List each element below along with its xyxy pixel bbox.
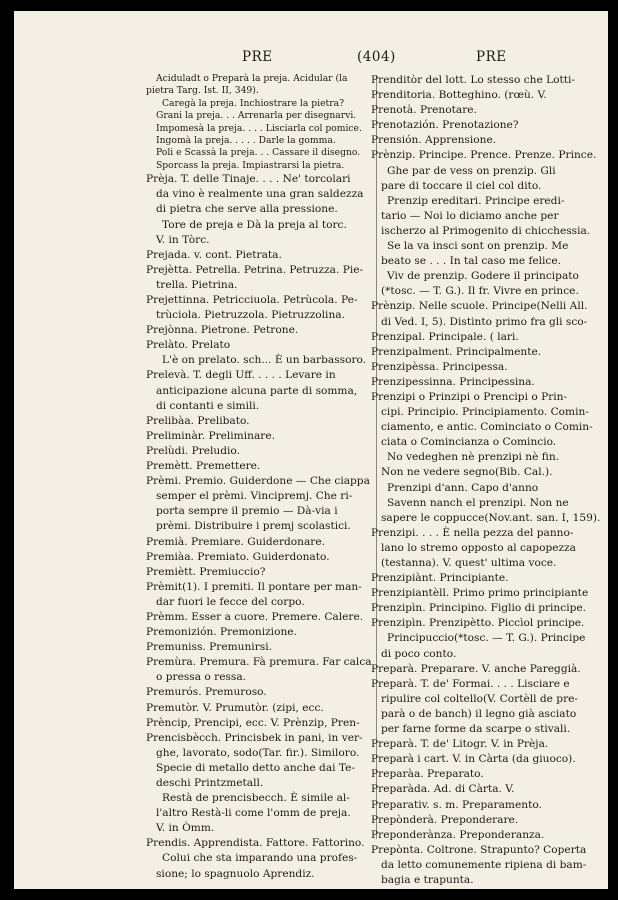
entry-line: Prèmit(1). I premiti. Il pontare per man- [146,580,362,593]
entry-line: di contanti e simili. [156,399,260,412]
entry-line: ciata o Comincianza o Comincio. [381,436,557,449]
entry-line: o pressa o ressa. [156,671,247,684]
entry-line: Non ne vedere segno(Bib. Cal.). [381,466,553,479]
entry-line: Specie di metallo detto anche dai Te- [156,761,355,774]
entry-line: Prejònna. Pietrone. Petrone. [146,324,299,337]
entry-line: da vino è realmente una gran saldezza [156,188,364,201]
entry-line: Prenditòr del lott. Lo stesso che Lotti- [371,74,575,86]
entry-line: di Ved. I, 5). Distinto primo fra gli sco- [381,315,588,328]
entry-line: Preponderànza. Preponderanza. [371,828,545,841]
entry-line: Preliminàr. Preliminare. [146,429,275,442]
entry-line: Prèncip, Prencipi, ecc. V. Prènzip, Pren- [146,716,360,729]
entry-line: Poli e Scassà la preja. . . Cassare il disegno. [156,147,361,159]
entry-line: Prèmm. Esser a cuore. Premere. Calere. [146,610,364,623]
entry-line: Prenzip ereditari. Principe eredi- [387,194,565,207]
page-number: (404) [357,49,396,65]
entry-line: dar fuori le fecce del corpo. [156,595,305,608]
entry-line: Prendis. Apprendista. Fattore. Fattorino. [146,837,365,850]
entry-line: Prelibàa. Prelibato. [146,414,250,427]
entry-line: bagia e trapunta. [381,873,474,886]
header-left-word: PRE [242,49,273,65]
entry-line: Preparativ. s. m. Preparamento. [371,798,542,811]
entry-line: Prencisbècch. Princisbek in pani, in ver- [146,731,363,744]
entry-line: Prènzip. Principe. Prence. Prenze. Prince. [371,149,597,162]
entry-line: V. in Tòrc. [156,233,210,246]
running-header [14,49,608,69]
entry-line: Prensión. Apprensione. [371,134,497,147]
entry-line: Premùra. Premura. Fà premura. Far calca [146,656,372,669]
entry-line: Aciduladt o Preparà la preja. Acidular (la [156,73,348,84]
entry-line: trella. Pietrina. [156,278,238,291]
entry-line: pietra Targ. Ist. II, 349). [146,85,259,97]
dictionary-page [14,11,608,889]
entry-line: L'è on prelato. sch... È un barbassoro. [162,354,367,367]
entry-line: Impomesà la preja. . . . Lisciarla col pomice. [156,122,362,134]
entry-line: Preparà. T. de' Formai. . . . Lisciare e [371,677,570,690]
right-column [371,73,608,888]
entry-line: Savenn nanch el prenzipi. Non ne [387,496,569,509]
entry-line: Prenotà. Prenotare. [371,104,477,117]
entry-line: ciamento, e antic. Cominciato o Comin- [381,421,593,434]
entry-line: Principuccio(*tosc. — T. G.). Principe [387,632,586,645]
entry-line: Prenzipi o Prinzipi o Prencipi o Prin- [371,390,568,403]
entry-line: Premurós. Premuroso. [146,686,267,699]
entry-line: Premuniss. Premunirsi. [146,641,272,654]
entry-line: Prenzipiantèll. Primo primo principiante [371,587,589,600]
entry-line: Premètt. Premettere. [146,460,261,473]
entry-line: lano lo stremo opposto al capopezza [381,541,576,554]
entry-line: Prenzipi. . . . È nella pezza del panno- [371,526,574,539]
entry-line: da letto comunemente ripiena di bam- [381,858,587,871]
entry-line: V. in Òmm. [156,822,215,835]
entry-line: parà o de banch) il legno già asciato [381,707,577,720]
entry-line: Caregà la preja. Inchiostrare la pietra? [162,97,345,109]
entry-line: ghe, lavorato, sodo(Tar. fir.). Similoro. [156,746,360,759]
entry-line: ischerzo al Primogenito di chicchessia. [381,224,591,237]
entry-line: cipi. Principio. Principiamento. Comin- [381,406,589,419]
entry-line: Premiàa. Premiato. Guiderdonato. [146,550,330,563]
entry-line: Prenzipèssa. Principessa. [371,360,508,373]
entry-line: Prelevà. T. degli Uff. . . . . Levare in [146,369,336,382]
entry-line: Premiètt. Premiuccio? [146,565,266,578]
entry-line: di poco conto. [381,647,457,660]
entry-line: Prejètta. Petrella. Petrina. Petruzza. Pie- [146,263,364,276]
entry-line: Tore de preja e Dà la preja al torc. [162,218,347,231]
entry-line: Premià. Premiare. Guiderdonare. [146,535,326,548]
entry-line: Prelàto. Prelato [146,339,231,352]
entry-line: Prenzipìn. Principino. Figlio di principe. [371,602,586,615]
entry-line: Se la va insci sont on prenzip. Me [387,240,569,253]
entry-line: Prènzip. Nelle scuole. Principe(Nelli All. [371,300,588,313]
entry-line: porta sempre il premio — Dà-via i [156,505,338,518]
entry-line: Prenzipiànt. Principiante. [371,572,509,585]
entry-line: anticipazione alcuna parte di somma, [156,384,358,397]
entry-line: (*tosc. — T. G.). Il fr. Vivre en prince. [381,285,579,298]
entry-line: l'altro Restà-li come l'omm de preja. [156,807,351,820]
entry-line: Prenzipalment. Principalmente. [371,345,542,358]
entry-line: Prenzipal. Principale. ( lari. [371,330,519,343]
entry-line: Prèja. T. delle Tinaje. . . . Ne' torcolari [146,173,351,186]
entry-line: Prenzipìn. Prenzipètto. Piccìol principe. [371,617,585,630]
entry-line: Ghe par de vess on prenzip. Gli [387,164,556,177]
entry-line: Premonizión. Premonizione. [146,626,297,639]
entry-line: Prepònderà. Preponderare. [371,813,519,826]
entry-line: sapere le coppucce(Nov.ant. san. I, 159). [381,511,601,524]
entry-line: Prejettinna. Petricciuola. Petrùcola. Pe- [146,294,358,306]
entry-line: ripulire col coltello(V. Cortèll de pre- [381,692,578,705]
entry-line: Preparà. T. de' Litogr. V. in Prèja. [371,738,549,751]
entry-line: No vedeghen nè prenzipi nè fin. [387,451,560,464]
header-right-word: PRE [476,49,507,65]
entry-line: Ingomà la preja. . . . . Darle la gomma. [156,135,336,147]
entry-line: Prenotazión. Prenotazione? [371,119,519,132]
entry-line: Premutòr. V. Prumutòr. (zipi, ecc. [146,701,324,714]
entry-line: Colui che sta imparando una profes- [162,852,358,865]
entry-line: (testanna). V. quest' ultima voce. [381,557,557,569]
entry-line: Prenditoria. Botteghino. (rœù. V. [371,89,547,102]
left-column [146,73,384,882]
entry-line: Preparà. Preparare. V. anche Pareggià. [371,662,581,675]
entry-line: di pietra che serve alla pressione. [156,203,338,216]
entry-line: beato se . . . In tal caso me felice. [381,255,562,268]
entry-line: Viv de prenzip. Godere il principato [387,270,579,283]
entry-line: sione; lo spagnuolo Aprendiz. [156,867,315,880]
entry-line: Prelùdi. Preludio. [146,444,240,457]
entry-line: Grani la preja. . . Arrenarla per disegnarvi. [156,110,357,122]
entry-line: per farne forme da scarpe o stivali. [381,723,571,736]
entry-line: Prenzipi d'ann. Capo d'anno [387,481,539,494]
entry-line: Restà de prencisbecch. È simile al- [162,792,350,805]
entry-line: Preparàda. Ad. di Càrta. V. [371,783,515,796]
entry-line: Prèmi. Premio. Guiderdone — Che ciappa [146,475,370,488]
entry-line: tario — Noi lo diciamo anche per [381,209,559,222]
entry-line: deschi Printzmetall. [156,777,264,789]
entry-line: Preparàa. Preparato. [371,768,484,781]
entry-line: Preparà i cart. V. in Càrta (da giuoco). [371,753,576,766]
entry-line: semper el prèmi. Vincipremj. Che ri- [156,490,353,503]
entry-line: Prenzipessinna. Principessina. [371,375,535,388]
entry-line: Prejada. v. cont. Pietrata. [146,248,282,261]
entry-line: Prepònta. Coltrone. Strapunto? Coperta [371,843,587,856]
entry-line: Sporcass la preja. Impiastrarsi la pietra. [156,159,345,171]
entry-line: pare di toccare il ciel col dito. [381,179,542,192]
entry-line: trùciola. Pietruzzola. Pietruzzolina. [156,309,345,322]
entry-line: prèmi. Distribuire i premj scolastici. [156,520,351,533]
